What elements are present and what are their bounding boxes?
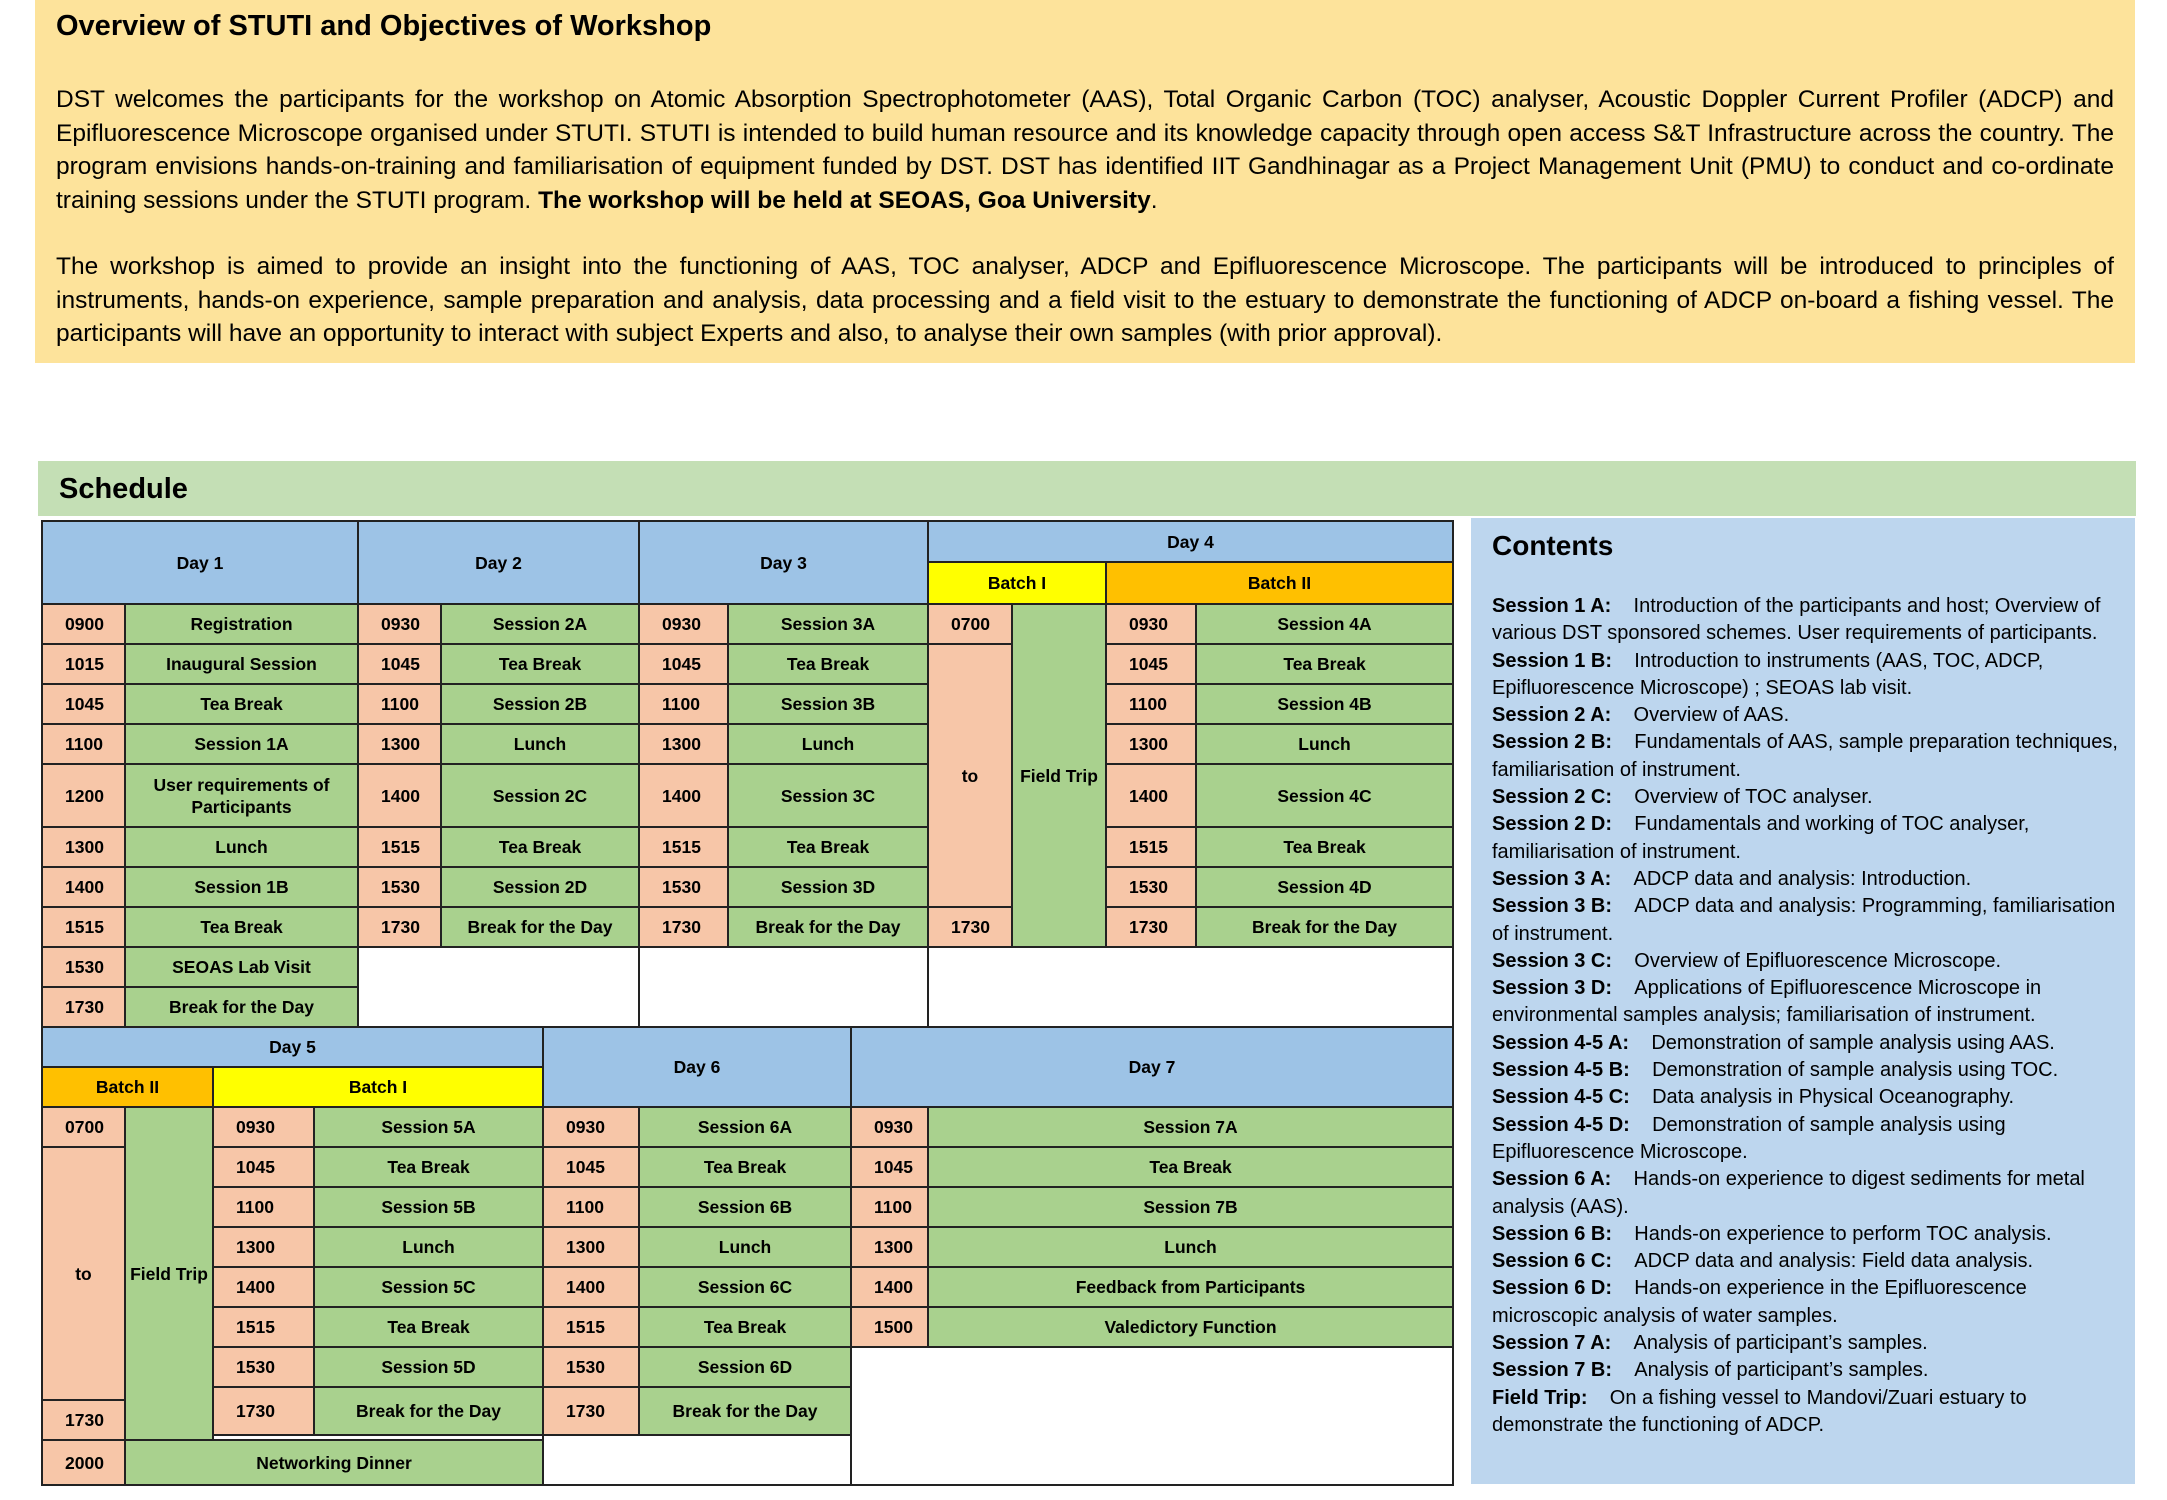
- activity-cell: Lunch: [440, 723, 640, 765]
- contents-item-label: Session 2 A:: [1492, 704, 1612, 727]
- batch-label: Batch I: [927, 561, 1107, 605]
- contents-item-label: Session 4-5 A:: [1492, 1031, 1630, 1054]
- activity-cell: Session 4A: [1195, 603, 1454, 645]
- activity-cell: Break for the Day: [638, 1386, 852, 1436]
- contents-item-label: Session 1 A:: [1492, 595, 1612, 617]
- activity-cell: Break for the Day: [124, 986, 359, 1028]
- contents-item-text: Fundamentals of AAS, sample preparation techniques, familiarisation of instrument.: [1492, 731, 2118, 781]
- overview-paragraph-1: [56, 83, 2114, 217]
- activity-cell: Session 6D: [638, 1346, 852, 1388]
- contents-item-text: Applications of Epifluorescence Microscope in environmental samples analysis; familiarisation of instrument.: [1492, 977, 2042, 1027]
- time-cell: 1300: [357, 723, 442, 765]
- time-cell: 1400: [212, 1266, 315, 1308]
- contents-item-label: Session 2 D:: [1492, 813, 1613, 836]
- contents-item-label: Session 7 A:: [1492, 1332, 1612, 1355]
- contents-item: [1492, 593, 2122, 648]
- contents-item: [1492, 648, 2122, 703]
- field-trip-cell: Field Trip: [1011, 603, 1107, 948]
- time-cell: 1530: [41, 946, 126, 988]
- time-cell: to: [927, 643, 1013, 908]
- time-cell: 1530: [638, 866, 729, 908]
- contents-item-label: Session 4-5 B:: [1492, 1059, 1630, 1082]
- contents-item-label: Session 4-5 D:: [1492, 1113, 1630, 1136]
- time-cell: 1400: [357, 763, 442, 828]
- contents-item-label: Session 7 B:: [1492, 1359, 1613, 1382]
- time-cell: 1730: [357, 906, 442, 948]
- contents-item-label: Session 3 B:: [1492, 895, 1613, 918]
- activity-cell: Session 6A: [638, 1106, 852, 1148]
- activity-cell: Session 2B: [440, 683, 640, 725]
- schedule-header: [38, 461, 2136, 516]
- activity-cell: Tea Break: [440, 643, 640, 685]
- batch-label: Batch II: [1105, 561, 1454, 605]
- time-cell: 1200: [41, 763, 126, 828]
- time-cell: 1100: [41, 723, 126, 765]
- contents-item-text: Introduction to instruments (AAS, TOC, ADCP, Epifluorescence Microscope) ; SEOAS lab visit.: [1492, 649, 2044, 699]
- contents-item-text: Overview of TOC analyser.: [1634, 786, 1873, 809]
- activity-cell: Break for the Day: [313, 1386, 544, 1436]
- contents-panel: [1471, 518, 2135, 1484]
- contents-item-text: Data analysis in Physical Oceanography.: [1652, 1086, 2015, 1109]
- activity-cell: Lunch: [638, 1226, 852, 1268]
- time-cell: 1730: [638, 906, 729, 948]
- contents-item-text: ADCP data and analysis: Field data analysis.: [1634, 1250, 2034, 1273]
- contents-item-text: Overview of Epifluorescence Microscope.: [1634, 949, 2002, 972]
- empty-cell: [927, 946, 1454, 1028]
- time-cell: 1530: [357, 866, 442, 908]
- empty-cell: [542, 1434, 852, 1486]
- time-cell: 0930: [1105, 603, 1197, 645]
- time-cell: 1515: [1105, 826, 1197, 868]
- contents-item: [1492, 866, 2122, 893]
- activity-cell: Break for the Day: [727, 906, 929, 948]
- time-cell: 1500: [850, 1306, 929, 1348]
- field-trip-cell: Field Trip: [124, 1106, 214, 1441]
- time-cell: 1100: [357, 683, 442, 725]
- batch-label: Batch II: [41, 1066, 214, 1108]
- activity-cell: Session 5A: [313, 1106, 544, 1148]
- contents-item-label: Session 3 A:: [1492, 867, 1612, 890]
- contents-item-label: Session 3 D:: [1492, 977, 1613, 1000]
- activity-cell: Session 5C: [313, 1266, 544, 1308]
- contents-item-text: ADCP data and analysis: Introduction.: [1633, 867, 1972, 890]
- contents-item: [1492, 975, 2122, 1030]
- day-header-4: Day 4: [927, 520, 1454, 563]
- contents-item-text: Demonstration of sample analysis using TOC.: [1652, 1059, 2059, 1082]
- time-cell: 0930: [542, 1106, 640, 1148]
- batch-label: Batch I: [212, 1066, 544, 1108]
- activity-cell: Tea Break: [727, 643, 929, 685]
- activity-cell: Tea Break: [1195, 643, 1454, 685]
- time-cell: 1515: [542, 1306, 640, 1348]
- activity-cell: Lunch: [927, 1226, 1454, 1268]
- time-cell: 1300: [1105, 723, 1197, 765]
- contents-item-label: Session 3 C:: [1492, 949, 1613, 972]
- activity-cell: SEOAS Lab Visit: [124, 946, 359, 988]
- day-header-7: Day 7: [850, 1026, 1454, 1108]
- time-cell: 1400: [1105, 763, 1197, 828]
- contents-item-label: Session 6 D:: [1492, 1277, 1613, 1300]
- contents-item: [1492, 1030, 2122, 1057]
- contents-item: [1492, 1385, 2122, 1440]
- contents-item: [1492, 1275, 2122, 1330]
- contents-item-text: Overview of AAS.: [1633, 704, 1790, 727]
- time-cell: 1730: [927, 906, 1013, 948]
- time-cell: 1100: [542, 1186, 640, 1228]
- contents-item-text: ADCP data and analysis: Programming, familiarisation of instrument.: [1492, 895, 2116, 945]
- time-cell: 1400: [41, 866, 126, 908]
- contents-item: [1492, 1112, 2122, 1167]
- activity-cell: Session 1A: [124, 723, 359, 765]
- time-cell: 1300: [41, 826, 126, 868]
- time-cell: 1045: [357, 643, 442, 685]
- time-cell: 1045: [542, 1146, 640, 1188]
- activity-cell: Tea Break: [124, 906, 359, 948]
- contents-item: [1492, 1221, 2122, 1248]
- contents-item-label: Session 6 A:: [1492, 1168, 1612, 1191]
- time-cell: 1730: [1105, 906, 1197, 948]
- overview-section: [35, 0, 2135, 363]
- empty-cell: [357, 946, 640, 1028]
- activity-cell: Tea Break: [440, 826, 640, 868]
- time-cell: to: [41, 1146, 126, 1401]
- contents-item-text: On a fishing vessel to Mandovi/Zuari estuary to demonstrate the functioning of ADCP.: [1492, 1386, 2027, 1436]
- activity-cell: Tea Break: [638, 1306, 852, 1348]
- empty-cell: [850, 1346, 1454, 1486]
- contents-item-text: Demonstration of sample analysis using AAS.: [1651, 1031, 2055, 1054]
- activity-cell: Lunch: [313, 1226, 544, 1268]
- day-header-2: Day 2: [357, 520, 640, 605]
- workshop-venue: The workshop will be held at SEOAS, Goa University: [538, 186, 1151, 214]
- time-cell: 0930: [638, 603, 729, 645]
- activity-cell: Lunch: [727, 723, 929, 765]
- contents-item: [1492, 1166, 2122, 1221]
- time-cell: 1045: [850, 1146, 929, 1188]
- time-cell: 1300: [638, 723, 729, 765]
- time-cell: 2000: [41, 1439, 126, 1486]
- contents-item: [1492, 784, 2122, 811]
- contents-item-text: Demonstration of sample analysis using Epifluorescence Microscope.: [1492, 1113, 2006, 1163]
- schedule-title: Schedule: [59, 473, 188, 505]
- contents-item-label: Session 6 B:: [1492, 1222, 1613, 1245]
- contents-item: [1492, 1084, 2122, 1111]
- contents-list: [1492, 593, 2122, 1439]
- activity-cell: Feedback from Participants: [927, 1266, 1454, 1308]
- activity-cell: Session 6C: [638, 1266, 852, 1308]
- activity-cell: Networking Dinner: [124, 1439, 544, 1486]
- time-cell: 1045: [638, 643, 729, 685]
- activity-cell: Tea Break: [638, 1146, 852, 1188]
- day-header-5: Day 5: [41, 1026, 544, 1068]
- time-cell: 0930: [357, 603, 442, 645]
- time-cell: 1730: [41, 1399, 126, 1441]
- activity-cell: Session 4B: [1195, 683, 1454, 725]
- contents-item-label: Session 2 C:: [1492, 786, 1613, 809]
- contents-item-text: Analysis of participant’s samples.: [1634, 1359, 1929, 1382]
- time-cell: 1400: [638, 763, 729, 828]
- activity-cell: Valedictory Function: [927, 1306, 1454, 1348]
- time-cell: 1300: [542, 1226, 640, 1268]
- time-cell: 0700: [41, 1106, 126, 1148]
- activity-cell: Session 3B: [727, 683, 929, 725]
- time-cell: 1100: [850, 1186, 929, 1228]
- contents-title: Contents: [1492, 530, 1614, 561]
- activity-cell: Tea Break: [927, 1146, 1454, 1188]
- time-cell: 1300: [850, 1226, 929, 1268]
- activity-cell: Registration: [124, 603, 359, 645]
- contents-item-label: Field Trip:: [1492, 1386, 1588, 1409]
- time-cell: 0700: [927, 603, 1013, 645]
- time-cell: 1515: [357, 826, 442, 868]
- activity-cell: Session 5B: [313, 1186, 544, 1228]
- contents-item-label: Session 4-5 C:: [1492, 1086, 1630, 1109]
- time-cell: 1400: [850, 1266, 929, 1308]
- empty-cell: [638, 946, 929, 1028]
- activity-cell: Session 3D: [727, 866, 929, 908]
- time-cell: 1730: [212, 1386, 315, 1436]
- time-cell: 1015: [41, 643, 126, 685]
- time-cell: 0930: [212, 1106, 315, 1148]
- contents-item-label: Session 2 B:: [1492, 731, 1613, 754]
- activity-cell: Session 7A: [927, 1106, 1454, 1148]
- contents-item-text: Hands-on experience to digest sediments for metal analysis (AAS).: [1492, 1168, 2085, 1218]
- contents-item-text: Hands-on experience in the Epifluorescence microscopic analysis of water samples.: [1492, 1277, 2027, 1327]
- time-cell: 1100: [638, 683, 729, 725]
- time-cell: 1100: [1105, 683, 1197, 725]
- time-cell: 1515: [212, 1306, 315, 1348]
- time-cell: 1515: [638, 826, 729, 868]
- activity-cell: Break for the Day: [440, 906, 640, 948]
- time-cell: 0930: [850, 1106, 929, 1148]
- activity-cell: Lunch: [124, 826, 359, 868]
- overview-title: Overview of STUTI and Objectives of Workshop: [56, 10, 712, 42]
- activity-cell: Tea Break: [727, 826, 929, 868]
- contents-item: [1492, 893, 2122, 948]
- activity-cell: Session 2C: [440, 763, 640, 828]
- activity-cell: Session 6B: [638, 1186, 852, 1228]
- activity-cell: Tea Break: [124, 683, 359, 725]
- contents-item-text: Hands-on experience to perform TOC analysis.: [1634, 1222, 2052, 1245]
- overview-paragraph-1-end: .: [1150, 186, 1158, 214]
- time-cell: 1400: [542, 1266, 640, 1308]
- day-header-6: Day 6: [542, 1026, 852, 1108]
- contents-item: [1492, 702, 2122, 729]
- day-header-1: Day 1: [41, 520, 359, 605]
- time-cell: 1045: [1105, 643, 1197, 685]
- activity-cell: Session 2D: [440, 866, 640, 908]
- activity-cell: Session 1B: [124, 866, 359, 908]
- time-cell: 0900: [41, 603, 126, 645]
- activity-cell: Lunch: [1195, 723, 1454, 765]
- contents-item: [1492, 1330, 2122, 1357]
- contents-item-text: Analysis of participant’s samples.: [1633, 1332, 1928, 1355]
- contents-item: [1492, 1248, 2122, 1275]
- contents-item-label: Session 1 B:: [1492, 649, 1613, 672]
- activity-cell: Tea Break: [313, 1306, 544, 1348]
- activity-cell: Session 5D: [313, 1346, 544, 1388]
- activity-cell: Tea Break: [1195, 826, 1454, 868]
- time-cell: 1530: [212, 1346, 315, 1388]
- contents-item: [1492, 1357, 2122, 1384]
- day-header-3: Day 3: [638, 520, 929, 605]
- activity-cell: Inaugural Session: [124, 643, 359, 685]
- overview-paragraph-1-text: DST welcomes the participants for the workshop on Atomic Absorption Spectrophotometer (AAS), Total Organic Carbon (TOC) analyser, Acoustic Doppler Current Profiler (ADCP) and Epifluorescence Microscope organised under STUTI. STUTI is intended to build human resource and its knowledge capacity through open access S&T Infrastructure across the country. The program envisions hands-on-training and familiarisation of equipment funded by DST. DST has identified IIT Gandhinagar as a Project Management Unit (PMU) to conduct and co-ordinate training sessions under the STUTI program.: [56, 86, 2114, 214]
- time-cell: 1100: [212, 1186, 315, 1228]
- overview-paragraph-2: The workshop is aimed to provide an insight into the functioning of AAS, TOC analyser, ADCP and Epifluorescence Microscope. The participants will be introduced to principles of instruments, hands-on experience, sample preparation and analysis, data processing and a field visit to the estuary to demonstrate the functioning of ADCP on-board a fishing vessel. The participants will have an opportunity to interact with subject Experts and also, to analyse their own samples (with prior approval).: [56, 253, 2114, 347]
- activity-cell: Session 4C: [1195, 763, 1454, 828]
- time-cell: 1730: [41, 986, 126, 1028]
- time-cell: 1300: [212, 1226, 315, 1268]
- activity-cell: User requirements of Participants: [124, 763, 359, 828]
- contents-item-label: Session 6 C:: [1492, 1250, 1613, 1273]
- time-cell: 1730: [542, 1386, 640, 1436]
- contents-item: [1492, 948, 2122, 975]
- time-cell: 1515: [41, 906, 126, 948]
- time-cell: 1530: [542, 1346, 640, 1388]
- time-cell: 1530: [1105, 866, 1197, 908]
- time-cell: 1045: [212, 1146, 315, 1188]
- activity-cell: Session 4D: [1195, 866, 1454, 908]
- activity-cell: Session 7B: [927, 1186, 1454, 1228]
- activity-cell: Tea Break: [313, 1146, 544, 1188]
- contents-item-text: Fundamentals and working of TOC analyser, familiarisation of instrument.: [1492, 813, 2030, 863]
- activity-cell: Session 2A: [440, 603, 640, 645]
- contents-item-text: Introduction of the participants and host; Overview of various DST sponsored schemes. User requirements of participants.: [1492, 595, 2101, 645]
- activity-cell: Session 3C: [727, 763, 929, 828]
- activity-cell: Session 3A: [727, 603, 929, 645]
- activity-cell: Break for the Day: [1195, 906, 1454, 948]
- contents-item: [1492, 1057, 2122, 1084]
- contents-item: [1492, 729, 2122, 784]
- time-cell: 1045: [41, 683, 126, 725]
- contents-item: [1492, 811, 2122, 866]
